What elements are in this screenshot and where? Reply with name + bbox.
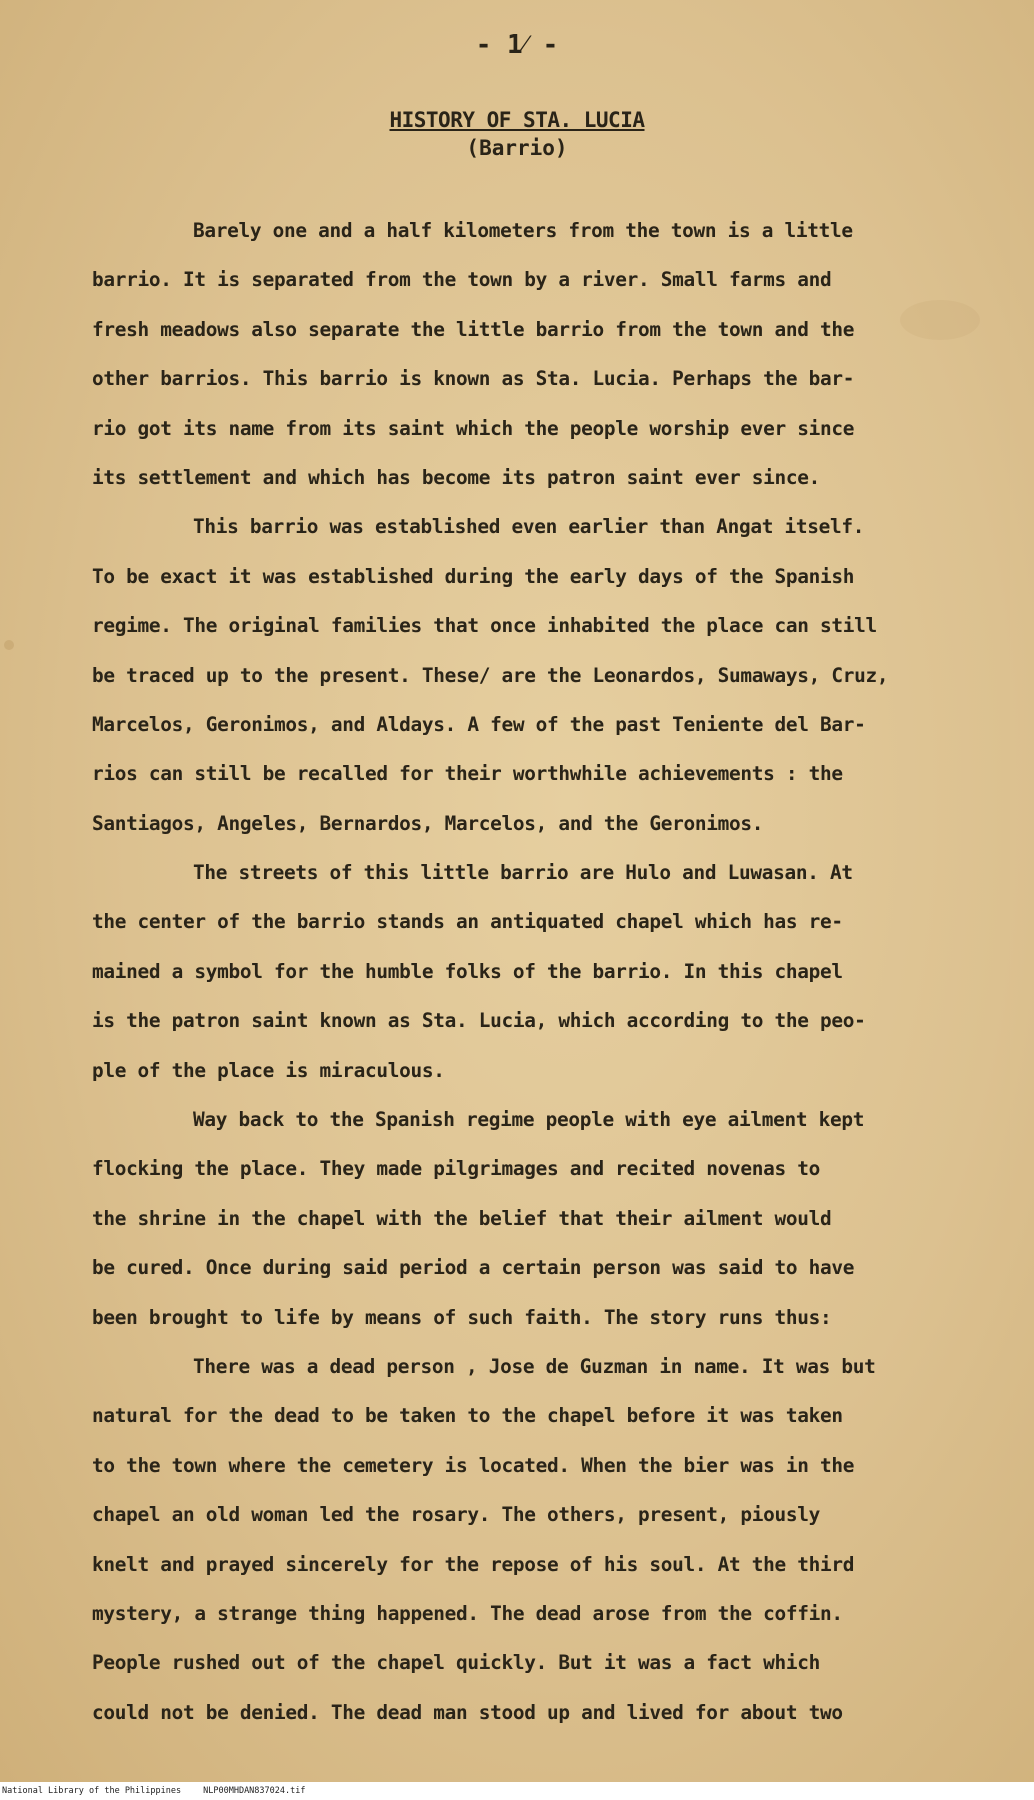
paper-stain — [4, 640, 14, 650]
text-line: People rushed out of the chapel quickly. But it was a fact which — [92, 1651, 820, 1675]
text-line: knelt and prayed sincerely for the repose of his soul. At the third — [92, 1552, 855, 1576]
text-line: the center of the barrio stands an antiquated chapel which has re- — [92, 910, 843, 934]
text-line: the shrine in the chapel with the belief that their ailment would — [92, 1206, 832, 1230]
text-line: mystery, a strange thing happened. The dead arose from the coffin. — [92, 1601, 843, 1625]
text-line: This barrio was established even earlier than Angat itself. — [193, 515, 865, 539]
text-line: be cured. Once during said period a certain person was said to have — [92, 1256, 855, 1280]
text-line: its settlement and which has become its patron saint ever since. — [92, 465, 820, 489]
text-line: The streets of this little barrio are Hulo and Luwasan. At — [193, 861, 853, 885]
body-text — [92, 206, 972, 1737]
text-line: barrio. It is separated from the town by a river. Small farms and — [92, 268, 832, 292]
text-line: could not be denied. The dead man stood up and lived for about two — [92, 1700, 843, 1724]
text-line: rios can still be recalled for their worthwhile achievements : the — [92, 762, 843, 786]
page-number: - 1⁄ - — [475, 30, 559, 60]
text-line: is the patron saint known as Sta. Lucia, which according to the peo- — [92, 1009, 866, 1033]
text-line: chapel an old woman led the rosary. The others, present, piously — [92, 1503, 820, 1527]
text-line: fresh meadows also separate the little barrio from the town and the — [92, 317, 855, 341]
text-line: natural for the dead to be taken to the chapel before it was taken — [92, 1404, 843, 1428]
text-line: to the town where the cemetery is located. When the bier was in the — [92, 1453, 855, 1477]
text-line: Barely one and a half kilometers from the town is a little — [193, 219, 853, 242]
page-title: HISTORY OF STA. LUCIA — [389, 108, 645, 132]
text-line: rio got its name from its saint which the people worship ever since — [92, 416, 855, 440]
page-subtitle: (Barrio) — [466, 136, 568, 160]
text-line: Santiagos, Angeles, Bernardos, Marcelos, and the Geronimos. — [92, 811, 764, 835]
footer-library: National Library of the Philippines — [2, 1786, 182, 1796]
text-line: Marcelos, Geronimos, and Aldays. A few of the past Teniente del Bar- — [92, 712, 866, 736]
text-line: There was a dead person , Jose de Guzman in name. It was but — [193, 1354, 876, 1378]
text-line: Way back to the Spanish regime people with eye ailment kept — [193, 1108, 865, 1132]
text-line: ple of the place is miraculous. — [92, 1058, 445, 1082]
text-line: regime. The original families that once inhabited the place can still — [92, 614, 877, 638]
footer-filename: NLP00MHDAN837024.tif — [203, 1786, 306, 1796]
text-line: be traced up to the present. These/ are the Leonardos, Sumaways, Cruz, — [92, 663, 889, 687]
text-line: been brought to life by means of such faith. The story runs thus: — [92, 1305, 832, 1329]
text-line: flocking the place. They made pilgrimages and recited novenas to — [92, 1157, 820, 1181]
text-line: other barrios. This barrio is known as Sta. Lucia. Perhaps the bar- — [92, 367, 855, 391]
text-line: To be exact it was established during the early days of the Spanish — [92, 564, 855, 588]
text-line: mained a symbol for the humble folks of the barrio. In this chapel — [92, 959, 843, 983]
scan-footer — [0, 1782, 1034, 1800]
